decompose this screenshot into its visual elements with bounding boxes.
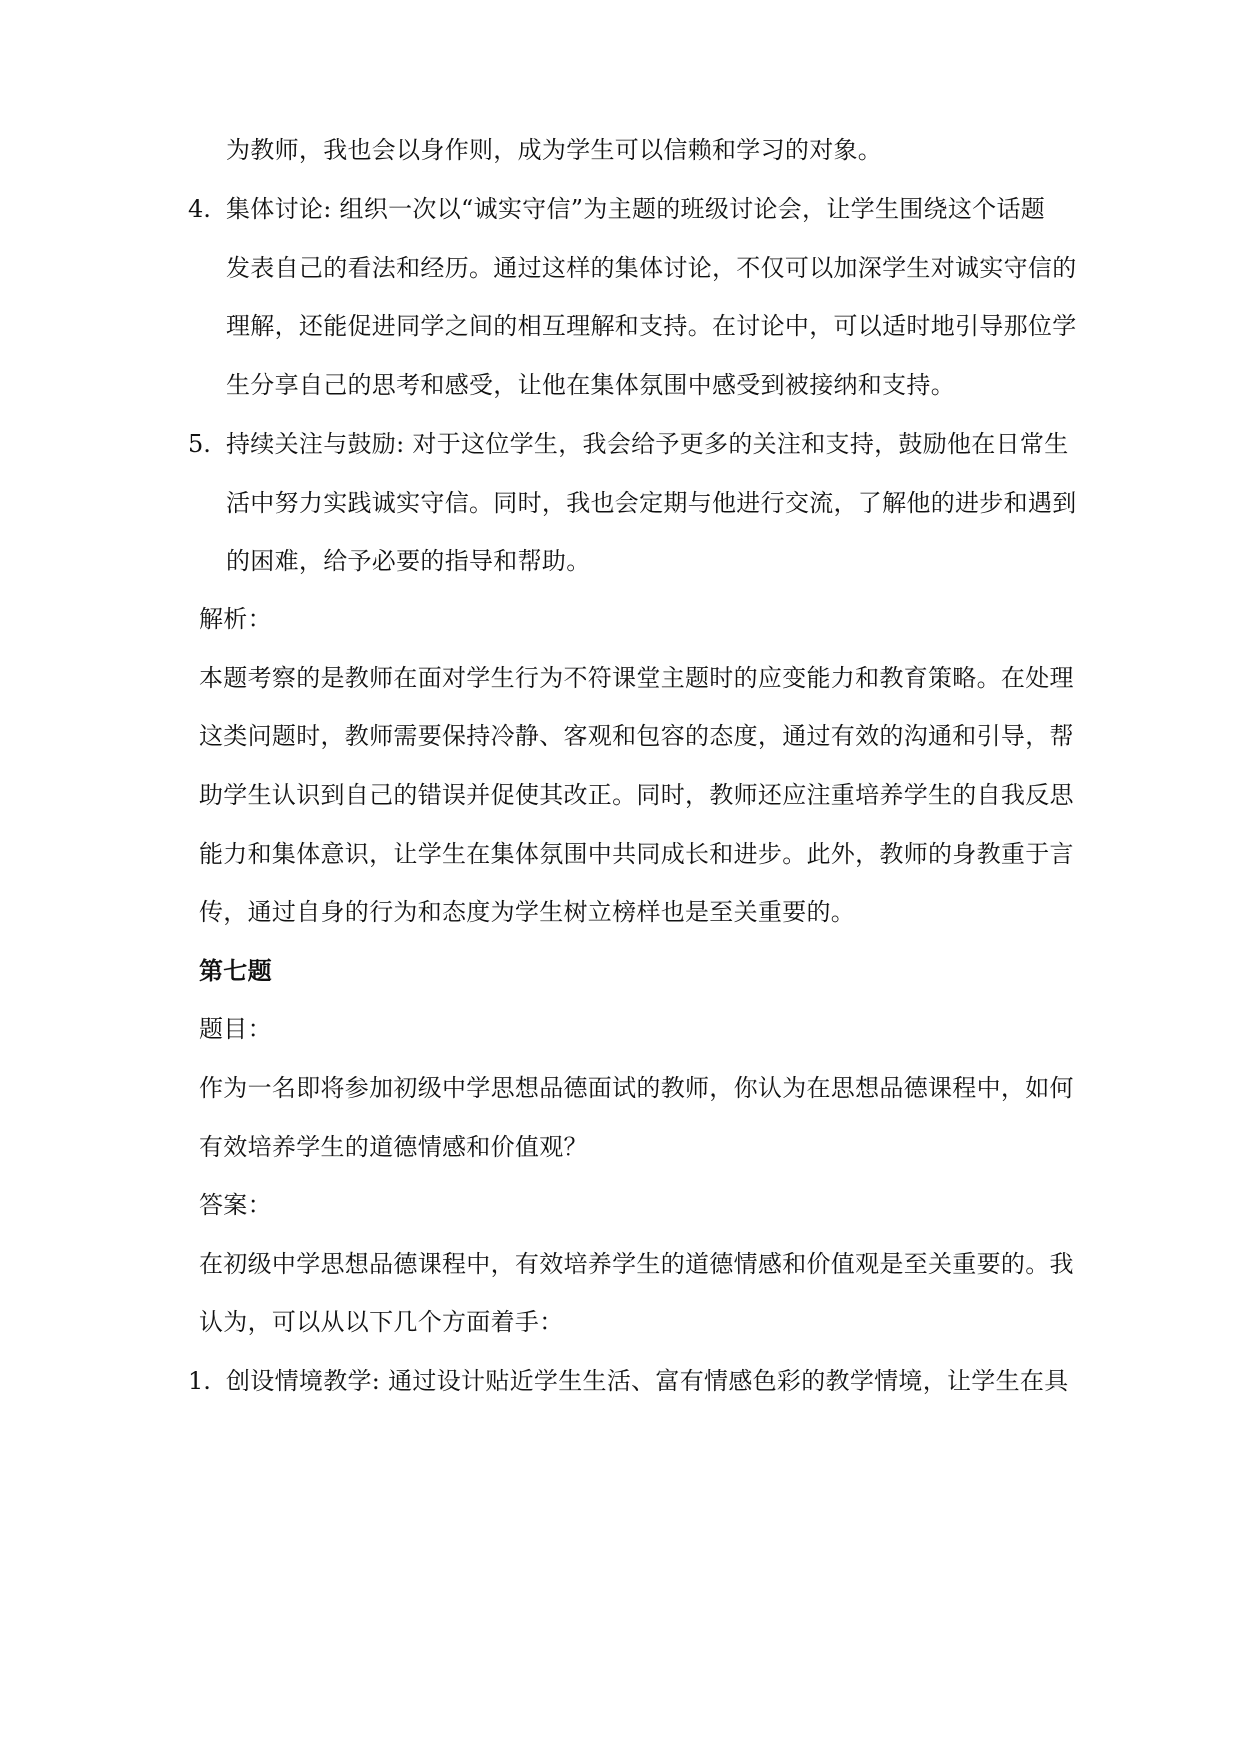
answer-line: 认为，可以从以下几个方面着手： bbox=[199, 1308, 564, 1336]
question-line: 有效培养学生的道德情感和价值观？ bbox=[199, 1133, 588, 1161]
section-title: 第七题 bbox=[199, 957, 272, 985]
answer-line: 在初级中学思想品德课程中，有效培养学生的道德情感和价值观是至关重要的。我 bbox=[199, 1250, 1074, 1278]
analysis-line: 能力和集体意识，让学生在集体氛围中共同成长和进步。此外，教师的身教重于言 bbox=[199, 840, 1074, 868]
item1-number: 1. bbox=[188, 1367, 211, 1395]
analysis-line: 本题考察的是教师在面对学生行为不符课堂主题时的应变能力和教育策略。在处理 bbox=[199, 664, 1074, 692]
question-label: 题目： bbox=[199, 1015, 272, 1043]
item4-line: 生分享自己的思考和感受，让他在集体氛围中感受到被接纳和支持。 bbox=[226, 371, 955, 399]
answer-label: 答案： bbox=[199, 1191, 272, 1219]
question-line: 作为一名即将参加初级中学思想品德面试的教师，你认为在思想品德课程中，如何 bbox=[199, 1074, 1074, 1102]
analysis-line: 这类问题时，教师需要保持冷静、客观和包容的态度，通过有效的沟通和引导，帮 bbox=[199, 722, 1074, 750]
item3-continuation: 为教师，我也会以身作则，成为学生可以信赖和学习的对象。 bbox=[226, 136, 883, 164]
item5-number: 5. bbox=[188, 430, 211, 458]
item5-line: 持续关注与鼓励: 对于这位学生，我会给予更多的关注和支持，鼓励他在日常生 bbox=[226, 430, 1069, 458]
item4-line: 发表自己的看法和经历。通过这样的集体讨论，不仅可以加深学生对诚实守信的 bbox=[226, 254, 1077, 282]
item4-line: 集体讨论: 组织一次以“诚实守信”为主题的班级讨论会，让学生围绕这个话题 bbox=[226, 195, 1046, 223]
item5-line: 活中努力实践诚实守信。同时，我也会定期与他进行交流，了解他的进步和遇到 bbox=[226, 489, 1077, 517]
item4-number: 4. bbox=[188, 195, 211, 223]
item4-line: 理解，还能促进同学之间的相互理解和支持。在讨论中，可以适时地引导那位学 bbox=[226, 312, 1077, 340]
analysis-line: 助学生认识到自己的错误并促使其改正。同时，教师还应注重培养学生的自我反思 bbox=[199, 781, 1074, 809]
analysis-line: 传，通过自身的行为和态度为学生树立榜样也是至关重要的。 bbox=[199, 898, 856, 926]
analysis-label: 解析： bbox=[199, 605, 272, 633]
item5-line: 的困难，给予必要的指导和帮助。 bbox=[226, 547, 591, 575]
item1-line: 创设情境教学: 通过设计贴近学生生活、富有情感色彩的教学情境，让学生在具 bbox=[226, 1367, 1069, 1395]
